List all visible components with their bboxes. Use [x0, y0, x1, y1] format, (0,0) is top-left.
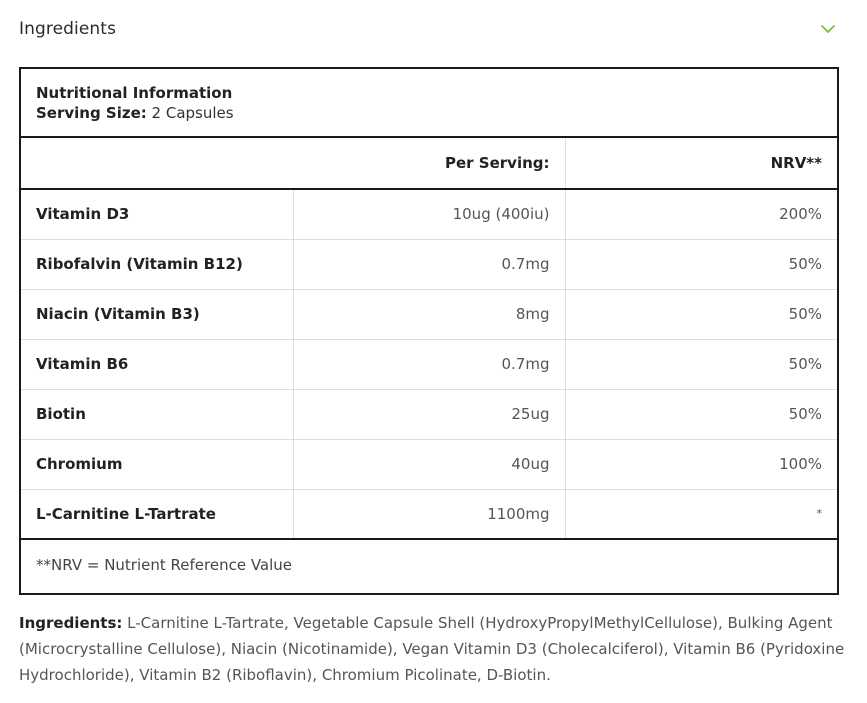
nutrition-panel-header [21, 69, 837, 138]
table-header-row [21, 138, 837, 189]
nrv-value: 50% [788, 305, 822, 323]
table-row [21, 489, 837, 539]
ingredients-accordion-header[interactable] [19, 14, 839, 44]
nutrient-name: Ribofalvin (Vitamin B12) [21, 239, 293, 289]
table-row [21, 439, 837, 489]
per-serving-value: 1100mg [293, 489, 565, 539]
per-serving-value: 0.7mg [293, 239, 565, 289]
nutrient-name: Chromium [21, 439, 293, 489]
serving-size [36, 103, 837, 123]
per-serving-value: 40ug [293, 439, 565, 489]
nutrient-name: Vitamin D3 [21, 189, 293, 239]
nutrition-panel [19, 67, 839, 595]
table-row [21, 339, 837, 389]
nrv-value: 50% [788, 405, 822, 423]
serving-size-label: Serving Size: [36, 104, 147, 122]
nrv-value: * [816, 507, 822, 521]
column-header-nrv: NRV** [770, 154, 822, 172]
nrv-value: 200% [779, 205, 822, 224]
table-row [21, 189, 837, 239]
nutrient-name: L-Carnitine L-Tartrate [21, 489, 293, 539]
nutrient-name: Niacin (Vitamin B3) [21, 289, 293, 339]
table-row [21, 289, 837, 339]
column-header-per-serving: Per Serving: [293, 138, 565, 189]
per-serving-value: 0.7mg [293, 339, 565, 389]
ingredients-value: L-Carnitine L-Tartrate, Vegetable Capsule Shell (HydroxyPropylMethylCellulose), Bulking Agent (Microcrystalline Cellulose), Niacin (Nicotinamide), Vegan Vitamin D3 (Cholecalciferol), Vitamin B6 (Pyridoxine Hydrochloride), Vitamin B2 (Riboflavin), Chromium Picolinate, D-Biotin. [19, 614, 845, 684]
nutrient-name: Biotin [21, 389, 293, 439]
nrv-footnote: **NRV = Nutrient Reference Value [36, 556, 293, 574]
chevron-down-icon[interactable] [819, 20, 837, 38]
nutrition-table [21, 138, 837, 540]
nutrient-name: Vitamin B6 [21, 339, 293, 389]
nrv-value: 50% [788, 355, 822, 373]
serving-size-value: 2 Capsules [146, 104, 234, 122]
table-row [21, 389, 837, 439]
nutrition-title: Nutritional Information [36, 84, 233, 102]
per-serving-value: 10ug (400iu) [293, 189, 565, 239]
nrv-value: 50% [788, 255, 822, 273]
accordion-title: Ingredients [19, 19, 117, 39]
per-serving-value: 25ug [293, 389, 565, 439]
per-serving-value: 8mg [293, 289, 565, 339]
nrv-value: 100% [779, 455, 822, 473]
table-row [21, 239, 837, 289]
ingredients-list [19, 610, 847, 688]
column-header-nutrient [21, 138, 293, 189]
ingredients-label: Ingredients: [19, 614, 123, 632]
